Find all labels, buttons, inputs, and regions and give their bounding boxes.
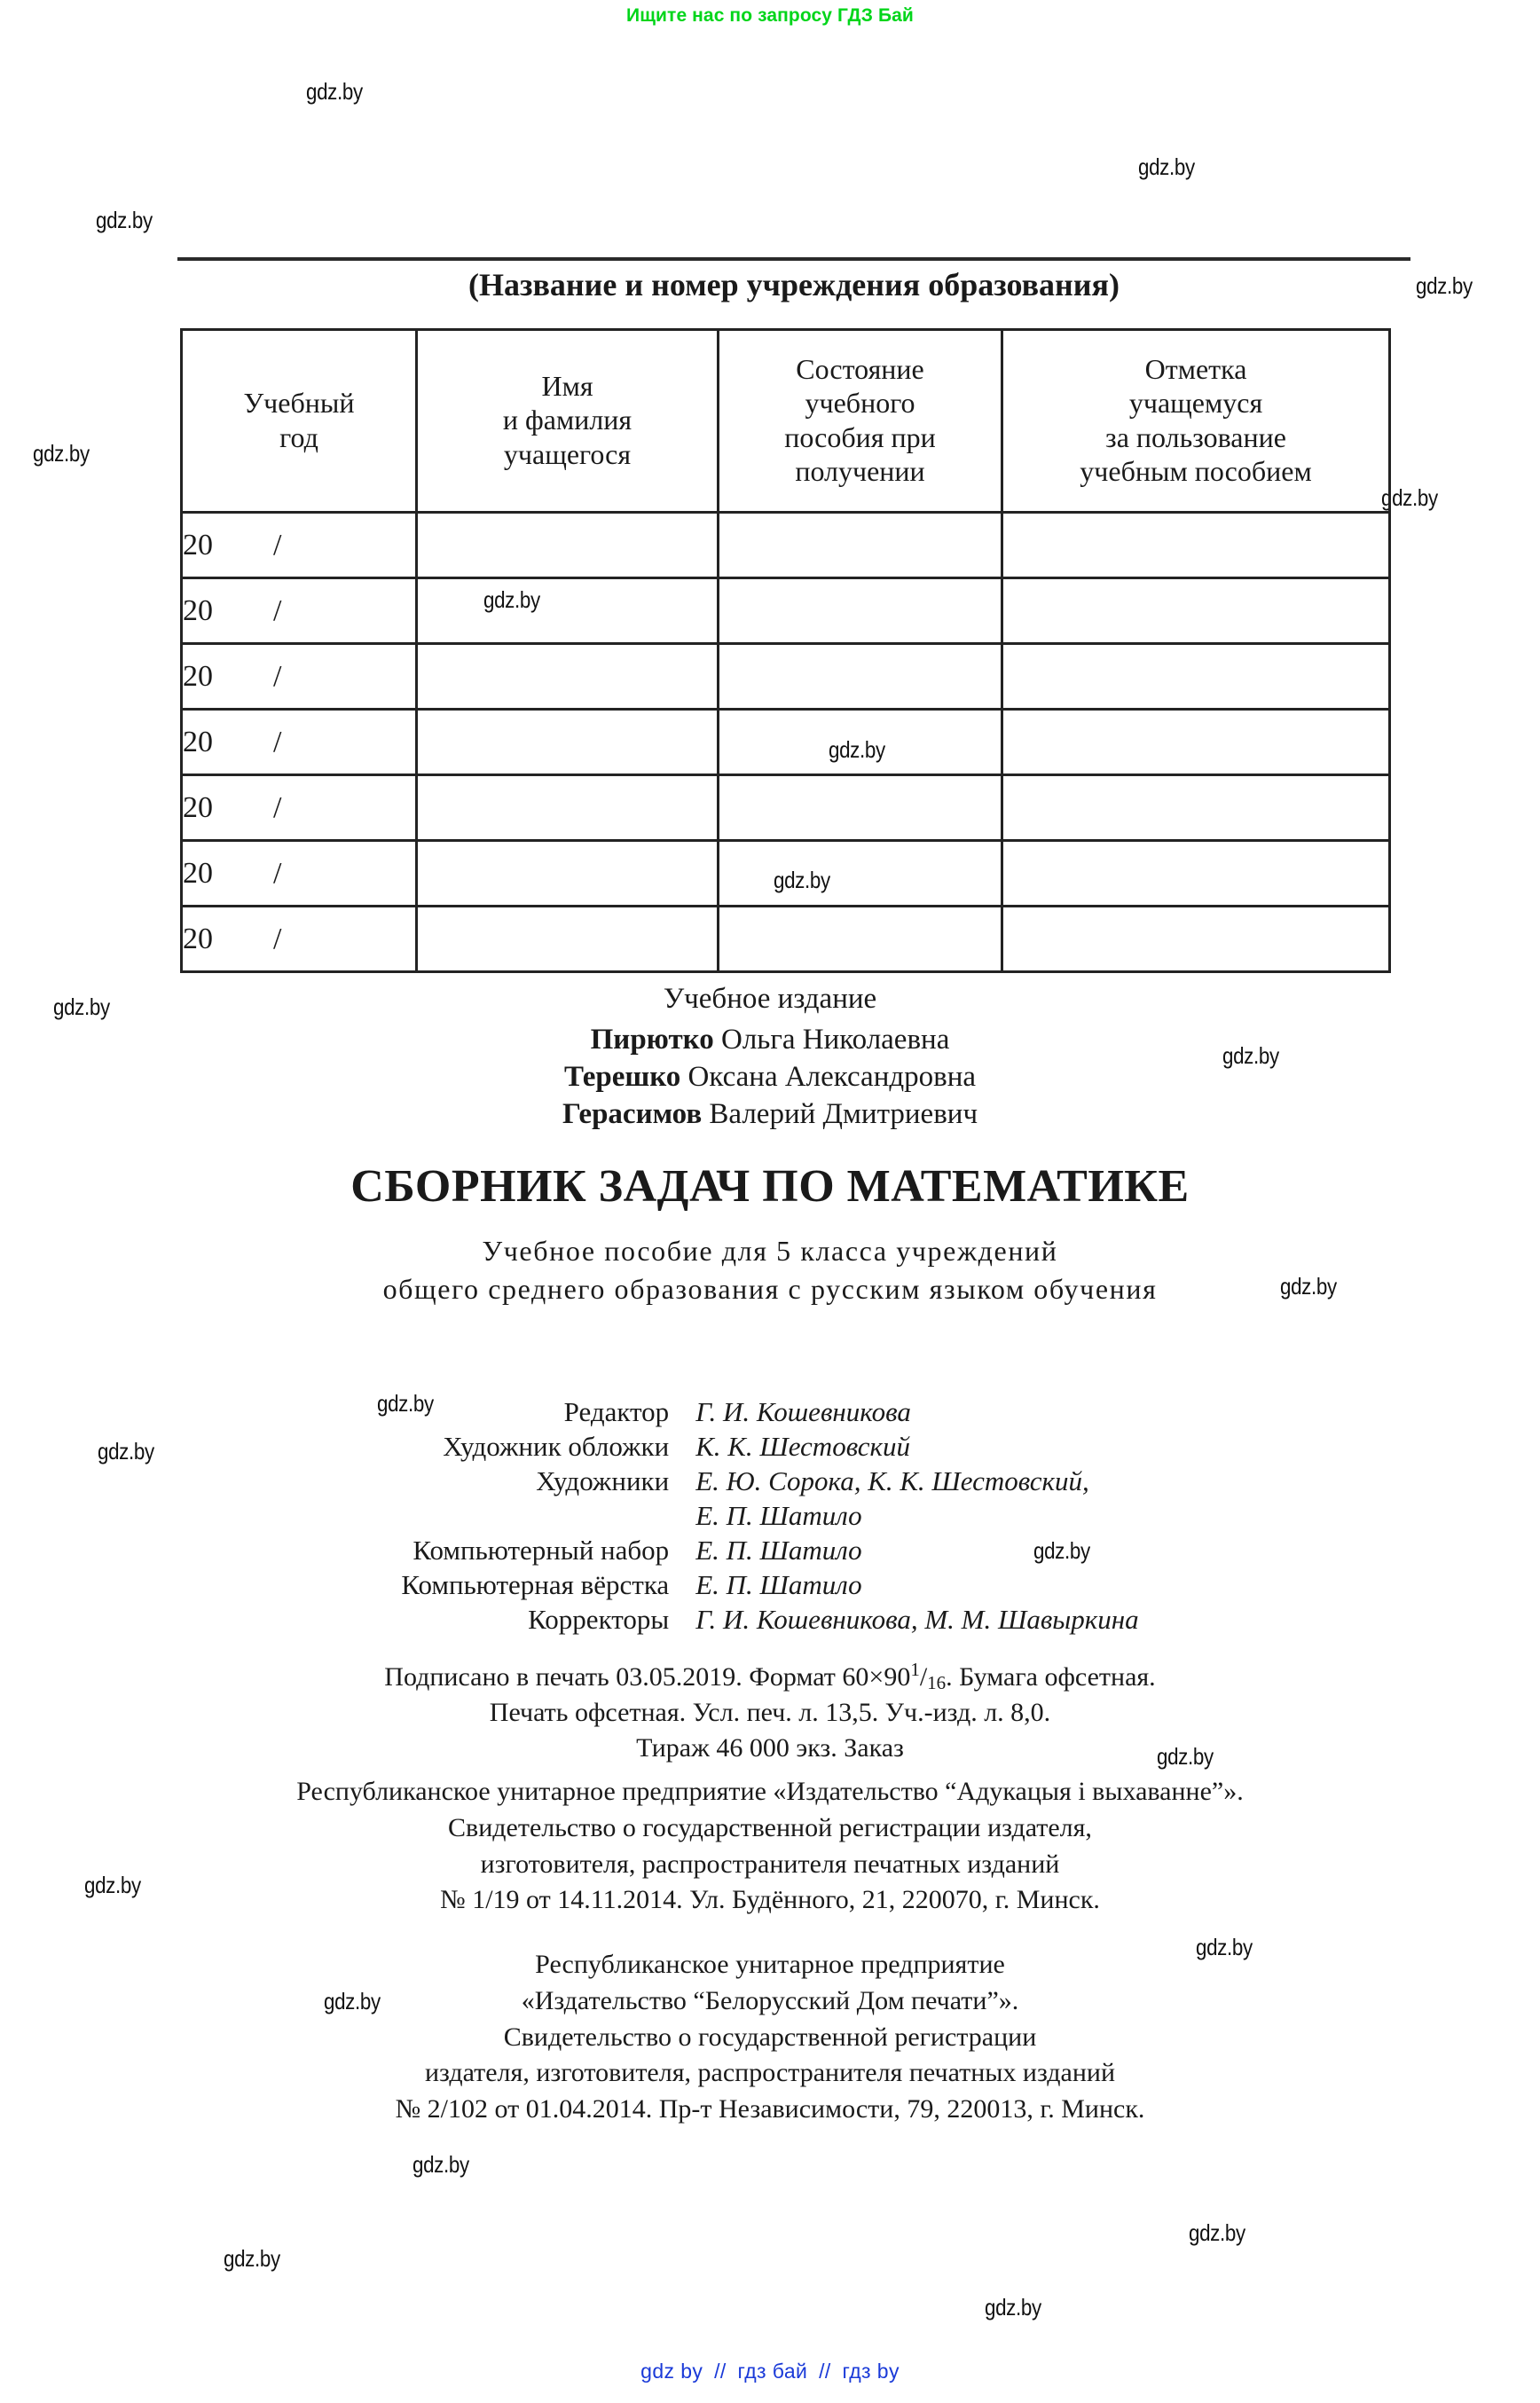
watermark-gdz-by: gdz.by [224,2245,280,2272]
credits-person: Е. П. Шатило [695,1569,862,1601]
book-subtitle [0,1232,1540,1308]
print-line-offset: Печать офсетная. Усл. печ. л. 13,5. Уч.-изд. л. 8,0. [489,1698,1051,1728]
credits-block [0,1394,1540,1637]
cell-student-name[interactable] [417,907,719,972]
publisher-primary-line-4: № 1/19 от 14.11.2014. Ул. Будённого, 21, 220070, г. Минск. [440,1885,1100,1915]
cell-year[interactable]: 20 / [182,710,417,775]
fraction-denominator: 16 [927,1672,947,1693]
publisher-printer-line-1: Республиканское унитарное предприятие [535,1950,1005,1979]
column-header-condition-on-receipt: Состояние учебного пособия при получении [719,330,1002,513]
credits-person: Г. И. Кошевникова [695,1396,911,1427]
book-title: СБОРНИК ЗАДАЧ ПО МАТЕМАТИКЕ [350,1160,1190,1212]
cell-student-name[interactable] [417,513,719,578]
cell-mark[interactable] [1002,644,1390,710]
cell-year[interactable]: 20 / [182,578,417,644]
table-row [182,841,1390,907]
print-line-1a: Подписано в печать 03.05.2019. Формат 60 [384,1662,869,1692]
publisher-printer-line-2: «Издательство “Белорусский Дом печати”». [521,1985,1019,2015]
credits-row [401,1533,1138,1567]
publisher-primary-line-1: Республиканское унитарное предприятие «Издательство “Адукацыя i выхаванне”». [296,1777,1244,1806]
credits-role [401,1498,695,1533]
watermark-gdz-by: gdz.by [1138,153,1195,180]
credits-role: Компьютерный набор [412,1535,670,1567]
format-multiplication-sign: × [868,1662,884,1692]
watermark-gdz-by: gdz.by [377,1390,434,1417]
publisher-info-primary [0,1774,1540,1919]
watermark-gdz-by: gdz.by [1033,1537,1090,1564]
textbook-record-table [180,328,1391,973]
promo-banner: Ищите нас по запросу ГДЗ Бай [626,5,914,26]
credits-row [401,1429,1138,1464]
author-name [0,1021,1540,1058]
format-fraction: $^1$/16 [910,1659,947,1693]
cell-mark[interactable] [1002,841,1390,907]
cell-condition[interactable] [719,841,1002,907]
author-given-name: Оксана Александровна [680,1061,977,1094]
fraction-numerator: 1 [910,1659,920,1680]
cell-mark[interactable] [1002,710,1390,775]
credits-table [401,1394,1138,1637]
credits-role: Компьютерная вёрстка [401,1569,670,1601]
edition-kind: Учебное издание [663,983,877,1015]
credits-person: Е. Ю. Сорока, К. К. Шестовский, [695,1465,1089,1497]
cell-year[interactable]: 20 / [182,513,417,578]
table-row [182,907,1390,972]
publisher-printer-line-3: Свидетельство о государственной регистрации [503,2022,1037,2052]
cell-condition[interactable] [719,710,1002,775]
column-header-student-name: Имя и фамилия учащегося [417,330,719,513]
credits-person: Е. П. Шатило [695,1500,862,1532]
watermark-gdz-by: gdz.by [324,1988,381,2014]
cell-year[interactable]: 20 / [182,775,417,841]
credits-role: Корректоры [528,1604,670,1636]
credits-role: Художник обложки [443,1431,670,1463]
printing-data-block [0,1657,1540,1767]
watermark-gdz-by: gdz.by [1189,2219,1245,2246]
watermark-gdz-by: gdz.by [1381,484,1438,511]
publisher-info-printer [0,1947,1540,2128]
cell-student-name[interactable] [417,775,719,841]
print-line-signed [0,1657,1540,1695]
credits-row [401,1498,1138,1533]
credits-row [401,1464,1138,1498]
subtitle-line-2: общего среднего образования с русским языком обучения [382,1272,1158,1305]
credits-person: К. К. Шестовский [695,1431,910,1463]
watermark-gdz-by: gdz.by [84,1872,141,1898]
print-line-1c: . Бумага офсетная. [946,1662,1156,1692]
institution-caption: (Название и номер учреждения образования) [468,267,1120,302]
table-row [182,513,1390,578]
footer-link-gdz-by[interactable]: gdz by [640,2360,703,2383]
watermark-gdz-by: gdz.by [53,993,110,1020]
author-name [0,1058,1540,1095]
credits-role: Художники [536,1465,670,1497]
cell-year[interactable]: 20 / [182,907,417,972]
watermark-gdz-by: gdz.by [33,440,90,467]
column-header-year: Учебный год [182,330,417,513]
watermark-gdz-by: gdz.by [98,1438,154,1465]
credits-role: Редактор [563,1396,670,1427]
footer-link-gdz-by-cyr[interactable]: гдз by [842,2360,900,2383]
footer-separator-1: // [714,2360,727,2383]
cell-condition[interactable] [719,578,1002,644]
cell-student-name[interactable] [417,841,719,907]
table-row [182,644,1390,710]
column-header-student-mark: Отметка учащемуся за пользование учебным пособием [1002,330,1390,513]
watermark-gdz-by: gdz.by [96,207,153,233]
author-surname: Герасимов [562,1098,703,1131]
cell-mark[interactable] [1002,775,1390,841]
watermark-gdz-by: gdz.by [1222,1042,1279,1069]
subtitle-line-1: Учебное пособие для 5 класса учреждений [482,1234,1058,1267]
credits-person: Е. П. Шатило [695,1535,862,1567]
cell-year[interactable]: 20 / [182,644,417,710]
watermark-gdz-by: gdz.by [306,78,363,105]
credits-row [401,1567,1138,1602]
author-surname: Пирютко [590,1024,714,1056]
footer-link-gdz-bai[interactable]: гдз бай [737,2360,808,2383]
watermark-gdz-by: gdz.by [774,867,830,893]
cell-mark[interactable] [1002,513,1390,578]
watermark-gdz-by: gdz.by [829,736,885,763]
publisher-primary-line-3: изготовителя, распространителя печатных изданий [480,1849,1060,1879]
cell-condition[interactable] [719,513,1002,578]
publisher-primary-line-2: Свидетельство о государственной регистрации издателя, [448,1812,1092,1842]
credits-person: Г. И. Кошевникова, М. М. Шавыркина [695,1604,1139,1636]
cell-mark[interactable] [1002,578,1390,644]
cell-year[interactable]: 20 / [182,841,417,907]
cell-condition[interactable] [719,644,1002,710]
watermark-gdz-by: gdz.by [1280,1273,1337,1300]
table-row [182,710,1390,775]
watermark-gdz-by: gdz.by [1196,1934,1253,1960]
cell-student-name[interactable] [417,644,719,710]
footer-separator-2: // [819,2360,831,2383]
institution-rule [177,257,1410,261]
publisher-printer-line-4: издателя, изготовителя, распространителя печатных изданий [424,2058,1116,2088]
table-header-row [182,330,1390,513]
watermark-gdz-by: gdz.by [483,586,540,613]
author-surname: Терешко [563,1061,681,1094]
credits-row [401,1602,1138,1637]
table-row [182,578,1390,644]
watermark-gdz-by: gdz.by [1157,1743,1214,1770]
watermark-gdz-by: gdz.by [412,2151,469,2178]
table-row [182,775,1390,841]
author-name [0,1095,1540,1133]
cell-student-name[interactable] [417,578,719,644]
cell-condition[interactable] [719,775,1002,841]
cell-condition[interactable] [719,907,1002,972]
cell-mark[interactable] [1002,907,1390,972]
print-line-circulation: Тираж 46 000 экз. Заказ [636,1733,904,1763]
footer-links [0,2360,1540,2383]
cell-student-name[interactable] [417,710,719,775]
publisher-printer-line-5: № 2/102 от 01.04.2014. Пр-т Независимости, 79, 220013, г. Минск. [395,2094,1145,2124]
author-given-name: Ольга Николаевна [713,1024,950,1056]
watermark-gdz-by: gdz.by [985,2294,1041,2321]
print-line-1b: 90 [884,1662,911,1692]
watermark-gdz-by: gdz.by [1416,272,1473,299]
credits-row [401,1394,1138,1429]
author-list [0,1021,1540,1134]
author-given-name: Валерий Дмитриевич [702,1098,978,1131]
imprint-block [0,983,1540,1308]
